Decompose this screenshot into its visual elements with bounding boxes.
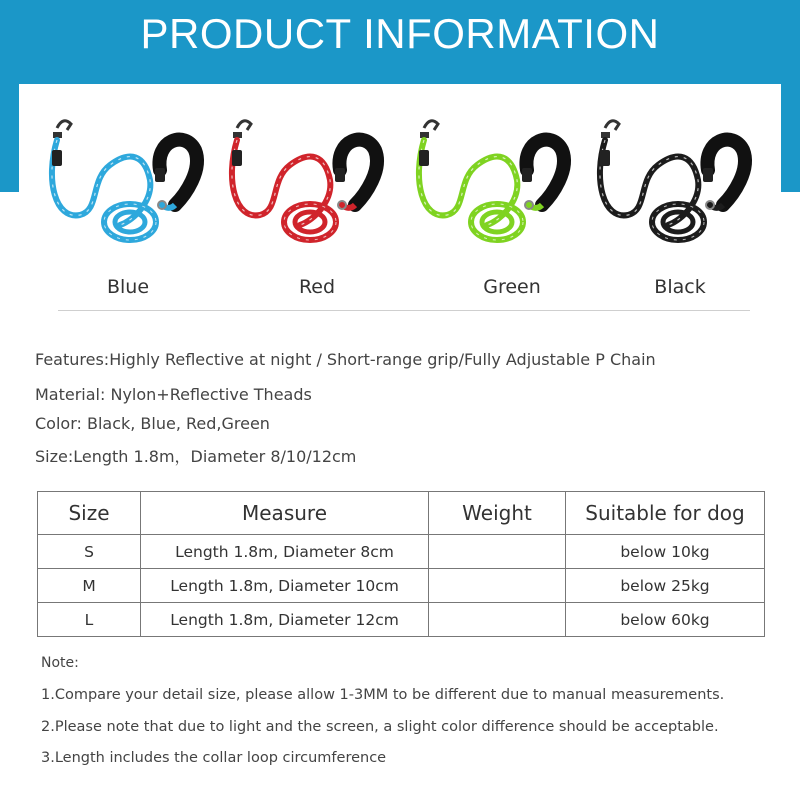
color-label-blue: Blue: [106, 276, 150, 298]
cell-suitable: below 60kg: [566, 603, 765, 637]
cell-measure: Length 1.8m, Diameter 10cm: [141, 569, 429, 603]
spec-color: Color: Black, Blue, Red,Green: [35, 414, 270, 433]
cell-size: L: [38, 603, 141, 637]
cell-size: S: [38, 535, 141, 569]
header-weight: Weight: [429, 492, 566, 535]
leash-image-green: [402, 110, 577, 260]
table-row: [38, 535, 765, 569]
cell-measure: Length 1.8m, Diameter 12cm: [141, 603, 429, 637]
color-label-green: Green: [483, 276, 541, 298]
leash-red-graphic: [215, 110, 390, 260]
leash-green-graphic: [402, 110, 577, 260]
section-divider: [58, 310, 750, 311]
note-item-2: 2.Please note that due to light and the screen, a slight color difference should be acceptable.: [41, 719, 719, 735]
color-label-red: Red: [298, 276, 336, 298]
spec-material: Material: Nylon+Reflective Theads: [35, 385, 312, 404]
cell-suitable: below 10kg: [566, 535, 765, 569]
note-item-3: 3.Length includes the collar loop circumference: [41, 750, 387, 766]
table-row: [38, 569, 765, 603]
cell-measure: Length 1.8m, Diameter 8cm: [141, 535, 429, 569]
cell-size: M: [38, 569, 141, 603]
leash-blue-graphic: [35, 110, 210, 260]
size-table: [37, 491, 765, 637]
leash-black-graphic: [583, 110, 758, 260]
leash-image-black: [583, 110, 758, 260]
leash-image-red: [215, 110, 390, 260]
page-title: PRODUCT INFORMATION: [140, 10, 660, 57]
spec-features: Features:Highly Reflective at night / Short-range grip/Fully Adjustable P Chain: [35, 350, 656, 369]
header-size: Size: [38, 492, 141, 535]
cell-weight: [429, 569, 566, 603]
table-header-row: [38, 492, 765, 535]
cell-suitable: below 25kg: [566, 569, 765, 603]
leash-image-blue: [35, 110, 210, 260]
note-item-1: 1.Compare your detail size, please allow 1-3MM to be different due to manual measurements.: [41, 687, 725, 703]
cell-weight: [429, 603, 566, 637]
table-row: [38, 603, 765, 637]
spec-size: Size:Length 1.8m，Diameter 8/10/12cm: [35, 447, 357, 466]
header-measure: Measure: [141, 492, 429, 535]
note-title: Note:: [41, 655, 79, 671]
color-label-black: Black: [654, 276, 706, 298]
cell-weight: [429, 535, 566, 569]
header-suitable: Suitable for dog: [566, 492, 765, 535]
